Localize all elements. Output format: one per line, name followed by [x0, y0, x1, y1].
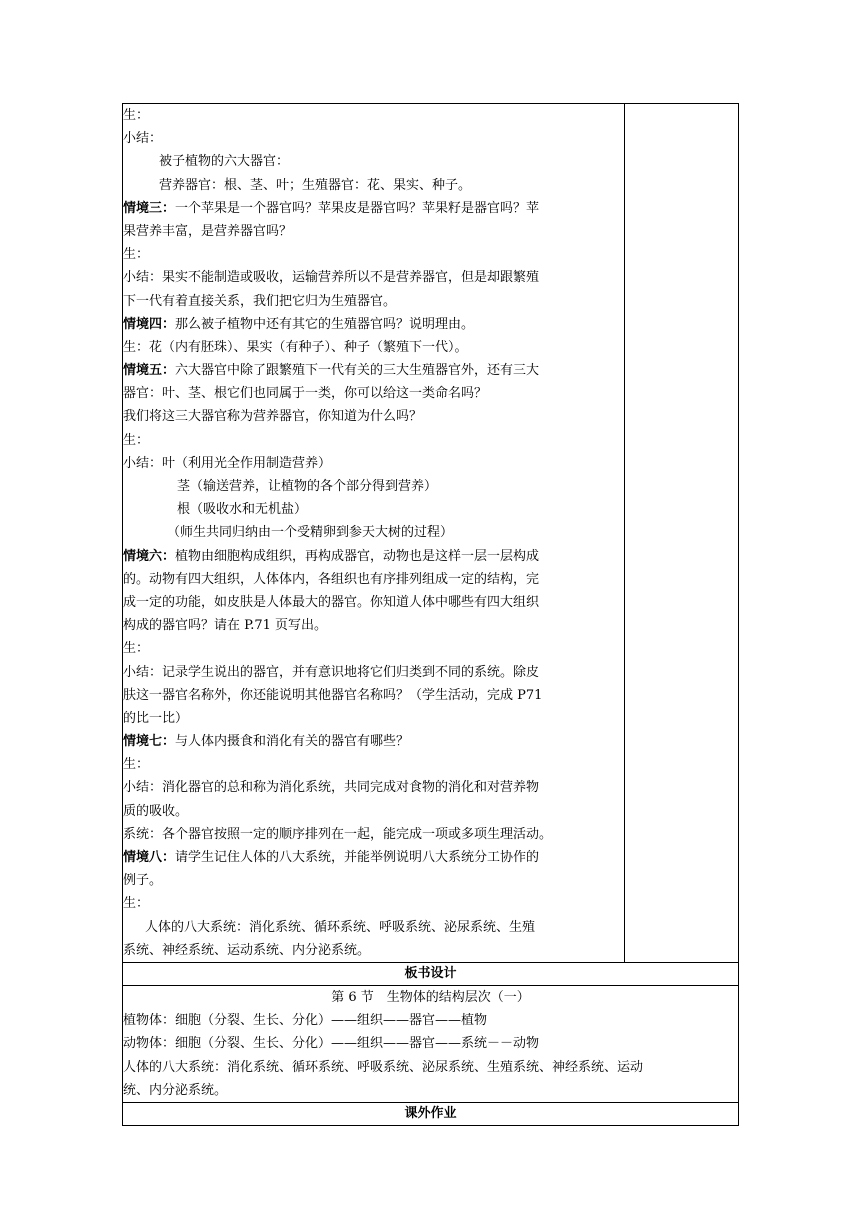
scenario-label: 情境八：: [123, 850, 176, 865]
text-line: 我们将这三大器官称为营养器官，你知道为什么吗？: [123, 409, 423, 425]
notes-cell: [625, 104, 739, 963]
scenario-8: [123, 846, 624, 869]
text-line: 例子。: [123, 873, 163, 889]
board-design-header: 板书设计: [123, 962, 739, 985]
scenario-label: 情境五：: [123, 363, 176, 379]
text-line: 生：: [123, 641, 150, 657]
text-line: 小结：叶（利用光全作用制造营养）: [123, 455, 332, 471]
text-line: 构成的器官吗？请在 P.71 页写出。: [123, 618, 328, 634]
text-line: 成一定的功能，如皮肤是人体最大的器官。你知道人体中哪些有四大组织: [123, 594, 540, 610]
board-title: 第 6 节 生物体的结构层次（一）: [331, 989, 530, 1005]
text-line: 被子植物的六大器官：: [159, 154, 290, 170]
lesson-process-row: [123, 104, 739, 963]
human-systems-line: 人体的八大系统：消化系统、循环系统、呼吸系统、泌尿系统、生殖系统、神经系统、运动: [123, 1059, 644, 1075]
scenario-text: 请学生记住人体的八大系统，并能举例说明八大系统分工协作的: [175, 850, 540, 865]
text-line: 茎（输送营养，让植物的各个部分得到营养）: [177, 479, 438, 494]
scenario-label: 情境六：: [123, 548, 176, 564]
scenario-6: [123, 545, 624, 568]
scenario-4: [123, 313, 624, 336]
text-line: 生：: [123, 247, 150, 263]
scenario-3: [123, 197, 624, 220]
text-line: （师生共同归纳由一个受精卵到参天大树的过程）: [167, 525, 454, 541]
human-systems-line-2: 统、内分泌系统。: [123, 1082, 228, 1098]
text-line: 小结：记录学生说出的器官，并有意识地将它们归类到不同的系统。除皮: [123, 664, 540, 680]
lesson-content-cell: [123, 104, 625, 963]
homework-header-row: [123, 1102, 739, 1125]
text-line: 生：: [123, 108, 150, 123]
scenario-text: 植物由细胞构成组织，再构成器官，动物也是这样一层一层构成: [175, 548, 540, 564]
scenario-label: 情境七：: [123, 734, 176, 750]
text-line: 根（吸收水和无机盐）: [177, 502, 308, 518]
text-line: 系统、神经系统、运动系统、内分泌系统。: [123, 942, 371, 958]
text-line: 的。动物有四大组织，人体体内，各组织也有序排列组成一定的结构，完: [123, 571, 540, 587]
scenario-5: [123, 359, 624, 382]
text-line: 小结：消化器官的总和称为消化系统，共同完成对食物的消化和对营养物: [123, 780, 540, 796]
text-line: 生：花（内有胚珠）、果实（有种子）、种子（繁殖下一代）。: [123, 339, 468, 355]
text-line: 营养器官：根、茎、叶；生殖器官：花、果实、种子。: [159, 177, 472, 193]
board-content-row: [123, 985, 739, 1102]
animal-structure-line: 动物体：细胞（分裂、生长、分化）——组织——器官——系统－－动物: [123, 1036, 540, 1052]
board-design-cell: [123, 985, 739, 1102]
text-line: 质的吸收。: [123, 803, 189, 819]
text-line: 小结：: [123, 131, 163, 147]
lesson-plan-table: [122, 103, 739, 1126]
scenario-text: 与人体内摄食和消化有关的器官有哪些？: [175, 734, 410, 750]
scenario-text: 那么被子植物中还有其它的生殖器官吗？说明理由。: [175, 316, 475, 332]
text-line: 器官：叶、茎、根它们也同属于一类，你可以给这一类命名吗？: [123, 386, 488, 402]
board-header-row: [123, 962, 739, 985]
homework-header: 课外作业: [123, 1102, 739, 1125]
text-line: 生：: [123, 896, 150, 912]
text-line: 下一代有着直接关系，我们把它归为生殖器官。: [123, 293, 397, 309]
scenario-7: [123, 730, 624, 753]
text-line: 果营养丰富，是营养器官吗？: [123, 223, 293, 239]
text-line: 的比一比）: [123, 710, 189, 726]
scenario-label: 情境四：: [123, 316, 176, 332]
text-line: 生：: [123, 432, 150, 448]
scenario-text: 一个苹果是一个器官吗？苹果皮是器官吗？苹果籽是器官吗？苹: [175, 200, 540, 216]
text-line: 小结：果实不能制造或吸收，运输营养所以不是营养器官，但是却跟繁殖: [123, 270, 540, 286]
scenario-label: 情境三：: [123, 200, 176, 216]
scenario-text: 六大器官中除了跟繁殖下一代有关的三大生殖器官外，还有三大: [175, 363, 540, 379]
text-line: 肤这一器官名称外，你还能说明其他器官名称吗？（学生活动，完成 P71: [123, 687, 543, 703]
plant-structure-line: 植物体：细胞（分裂、生长、分化）——组织——器官——植物: [123, 1013, 488, 1029]
text-line: 系统：各个器官按照一定的顺序排列在一起，能完成一项或多项生理活动。: [123, 826, 553, 842]
text-line: 生：: [123, 757, 150, 773]
text-line: 人体的八大系统：消化系统、循环系统、呼吸系统、泌尿系统、生殖: [145, 919, 536, 935]
